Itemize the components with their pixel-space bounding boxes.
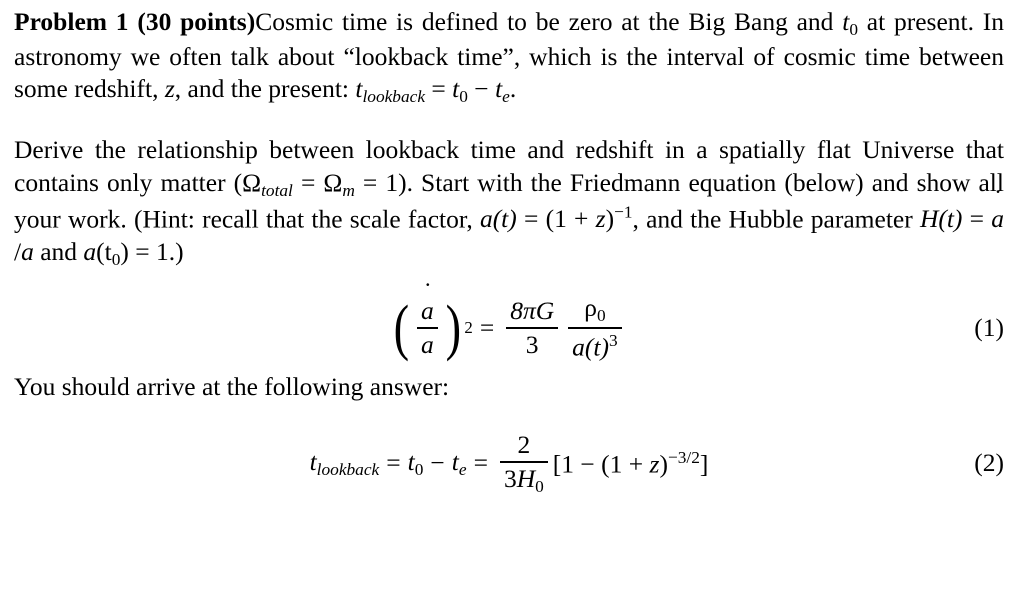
two-over-three-h-fraction xyxy=(500,431,548,496)
eight-pi-g-over-three-fraction xyxy=(506,297,558,360)
paragraph2-equals-1: = xyxy=(292,167,324,197)
inline-math-a-t0: $a(t_0)$ xyxy=(83,236,129,269)
inline-math-omega-total: $\Omega_{total}$ xyxy=(242,167,293,200)
a-t-cubed-denominator: $a(t)^3$ xyxy=(572,330,618,362)
equation-number-2: (2) xyxy=(974,448,1004,478)
answer-equation xyxy=(310,431,709,496)
inline-math-z: z xyxy=(164,74,175,104)
paragraph1-text-2: at present. In astronomy we often talk about “lookback time”, which is the interval of cosmic time between some redshift, xyxy=(14,7,1005,104)
inline-math-t0: $t_0$ xyxy=(842,7,858,39)
answer-equation-row xyxy=(14,425,1004,501)
paragraph2-text-4: and xyxy=(33,236,84,266)
a-denominator: a xyxy=(420,329,434,359)
two-numerator: 2 xyxy=(517,429,531,459)
inline-math-hubble-parameter: H(t) = a ˙/a xyxy=(14,204,1004,266)
left-paren: ( xyxy=(393,293,410,362)
t-e-symbol: $t_e$ xyxy=(451,446,467,479)
paragraph2-text-2: = 1). Start with the Friedmann equation (below) and show all your work. (Hint: recall that the scale factor, xyxy=(14,167,1004,234)
fraction-bar xyxy=(506,327,558,329)
a-dot-glyph: a ˙ xyxy=(991,203,1004,236)
friedmann-equation-row xyxy=(14,285,1004,371)
a-dot-numerator: a ˙ xyxy=(417,297,438,326)
paragraph1-text-3: , and the present: xyxy=(174,74,356,104)
paragraph2-text-5: = 1.) xyxy=(128,236,184,266)
minus-sign: − xyxy=(430,448,445,478)
inline-math-scale-factor: $a(t) = (1 + z)^{-1}$ xyxy=(479,202,633,234)
rho-over-a-cubed-fraction xyxy=(568,294,622,362)
eight-pi-g-numerator: 8πG xyxy=(510,295,555,325)
right-paren: ) xyxy=(445,293,461,362)
problem-heading: Problem 1 (30 points) xyxy=(14,7,256,36)
rho-zero-numerator: $\rho_0$ xyxy=(584,292,606,325)
inline-equation-lookback-definition: $t_{lookback} = t_0 - t_e$. xyxy=(355,74,517,107)
three-h-zero-denominator: $3H_0$ xyxy=(503,463,544,496)
t-lookback-symbol: $t_{lookback}$ xyxy=(309,446,380,479)
paragraph-spacer xyxy=(14,108,1004,134)
inline-math-omega-m: $\Omega_m$ xyxy=(323,167,355,200)
equals-sign-1: = xyxy=(386,448,401,478)
fraction-bar xyxy=(568,327,622,329)
a-dot-over-a-fraction xyxy=(417,297,438,360)
problem-statement-paragraph-2 xyxy=(14,134,1004,270)
fraction-bar xyxy=(500,461,548,463)
paragraph2-text-1: Derive the relationship between lookback time and redshift in a spatially flat Universe that contains only matter ( xyxy=(14,135,1004,197)
three-denominator: 3 xyxy=(525,329,539,359)
bracket-expression: $[1 - (1 + z)^{-3/2}]$ xyxy=(552,447,709,479)
friedmann-equation xyxy=(391,294,626,362)
paragraph2-text-3: , and the Hubble parameter xyxy=(632,204,920,234)
t-zero-symbol: $t_0$ xyxy=(407,446,424,479)
equals-sign-2: = xyxy=(473,448,488,478)
problem-statement-paragraph-1 xyxy=(14,6,1004,108)
equation-number-1: (1) xyxy=(974,312,1004,342)
fraction-bar xyxy=(417,327,438,329)
equals-sign: = xyxy=(479,312,495,342)
problem-statement-paragraph-3: You should arrive at the following answer: xyxy=(14,371,450,401)
paragraph1-text-1: Cosmic time is defined to be zero at the Big Bang and xyxy=(255,7,843,36)
squared-exponent: 2 xyxy=(464,317,473,337)
